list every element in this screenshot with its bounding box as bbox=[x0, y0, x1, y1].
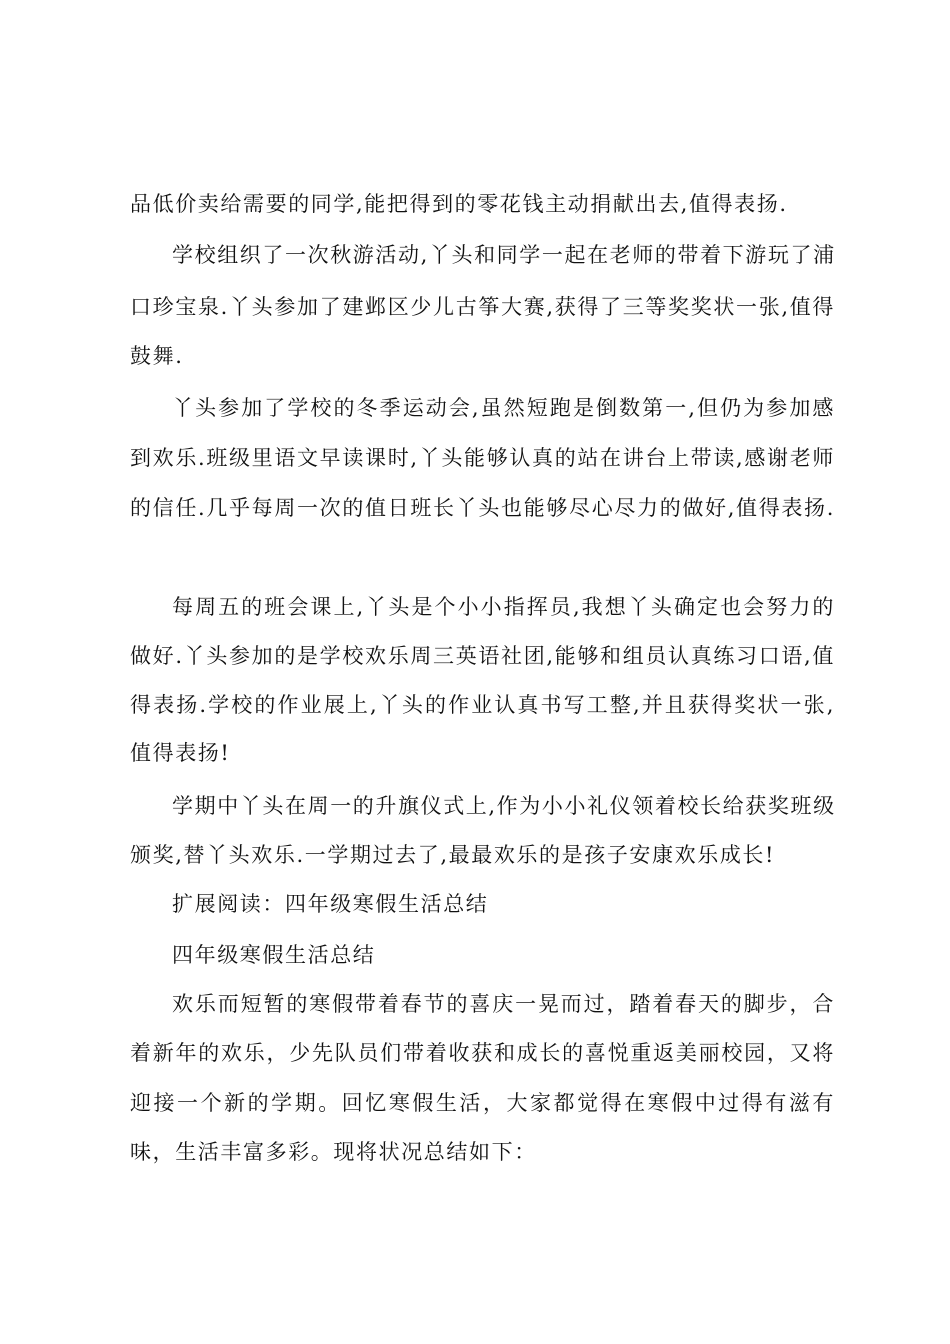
paragraph-line: 做好.丫头参加的是学校欢乐周三英语社团,能够和组员认真练习口语,值 bbox=[130, 644, 835, 668]
paragraph-line: 学期中丫头在周一的升旗仪式上,作为小小礼仪领着校长给获奖班级 bbox=[172, 794, 836, 818]
paragraph-line: 迎接一个新的学期。回忆寒假生活，大家都觉得在寒假中过得有滋有 bbox=[130, 1091, 835, 1115]
paragraph-line: 值得表扬! bbox=[130, 741, 231, 765]
paragraph-line: 每周五的班会课上,丫头是个小小指挥员,我想丫头确定也会努力的 bbox=[172, 595, 835, 619]
section-heading: 扩展阅读：四年级寒假生活总结 bbox=[172, 892, 489, 916]
paragraph-line: 得表扬.学校的作业展上,丫头的作业认真书写工整,并且获得奖状一张, bbox=[130, 693, 835, 717]
section-heading: 四年级寒假生活总结 bbox=[172, 943, 376, 967]
paragraph-line: 的信任.几乎每周一次的值日班长丫头也能够尽心尽力的做好,值得表扬. bbox=[130, 496, 835, 520]
paragraph-line: 丫头参加了学校的冬季运动会,虽然短跑是倒数第一,但仍为参加感 bbox=[172, 396, 835, 420]
paragraph-line: 欢乐而短暂的寒假带着春节的喜庆一晃而过，踏着春天的脚步，合 bbox=[172, 992, 835, 1016]
paragraph-line: 颁奖,替丫头欢乐.一学期过去了,最最欢乐的是孩子安康欢乐成长! bbox=[130, 843, 776, 867]
paragraph-line: 味，生活丰富多彩。现将状况总结如下： bbox=[130, 1140, 537, 1164]
paragraph-line: 到欢乐.班级里语文早读课时,丫头能够认真的站在讲台上带读,感谢老师 bbox=[130, 446, 835, 470]
paragraph-line: 学校组织了一次秋游活动,丫头和同学一起在老师的带着下游玩了浦 bbox=[172, 243, 836, 267]
paragraph-line: 品低价卖给需要的同学,能把得到的零花钱主动捐献出去,值得表扬. bbox=[130, 192, 788, 216]
paragraph-line: 鼓舞. bbox=[130, 344, 184, 368]
paragraph-line: 着新年的欢乐，少先队员们带着收获和成长的喜悦重返美丽校园，又将 bbox=[130, 1041, 835, 1065]
paragraph-line: 口珍宝泉.丫头参加了建邺区少儿古筝大赛,获得了三等奖奖状一张,值得 bbox=[130, 295, 835, 319]
